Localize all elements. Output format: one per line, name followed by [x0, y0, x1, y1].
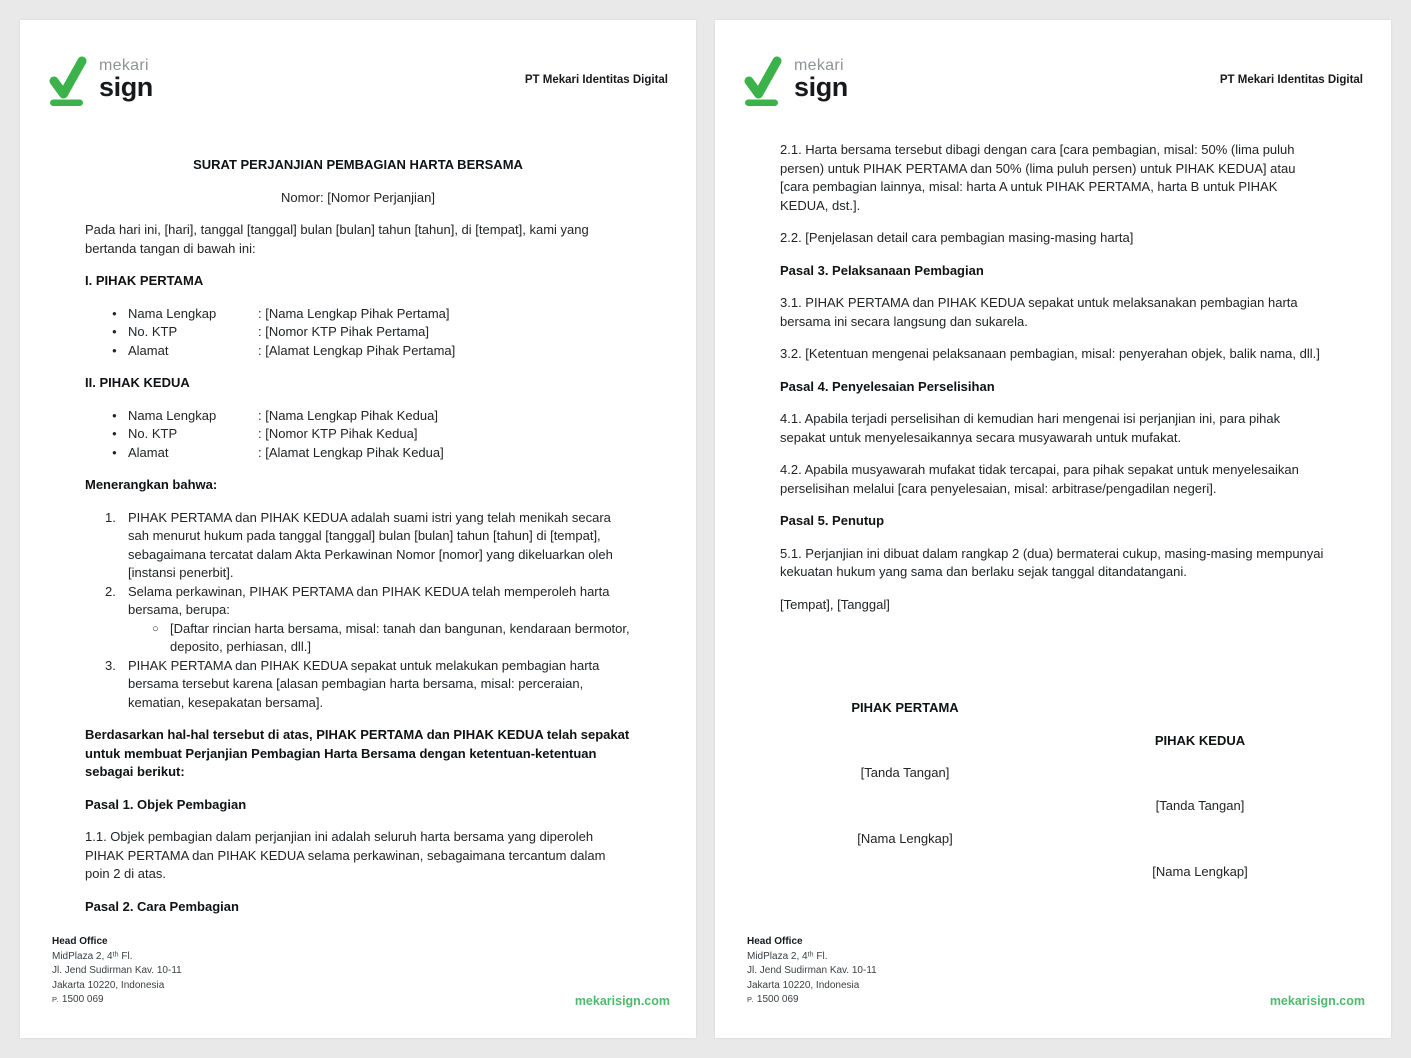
circle-bullet-icon: ○ [152, 622, 159, 635]
phone-line [747, 993, 877, 1008]
bullet-icon: ● [112, 308, 117, 318]
recitals-heading: Menerangkan bahwa: [85, 477, 218, 492]
phone-line [52, 993, 182, 1008]
logo-word-sign: sign [99, 72, 153, 102]
recital-number: 3. [105, 657, 116, 673]
clause-4-1: 4.1. Apabila terjadi perselisihan di kemudian hari mengenai isi perjanjian ini, para pihak sepakat untuk menyelesaikannya secara musyawarah untuk mufakat. [780, 411, 1281, 445]
page-header [715, 20, 1391, 106]
bullet-icon: ● [112, 345, 117, 355]
logo-word-mekari: mekari [794, 57, 844, 74]
party1-signature-heading: PIHAK PERTAMA [851, 700, 959, 715]
page-header [20, 20, 696, 106]
pasal-5-heading: Pasal 5. Penutup [780, 513, 885, 528]
logo-word-mekari: mekari [99, 57, 149, 74]
agreement-clause: Berdasarkan hal-hal tersebut di atas, PIHAK PERTAMA dan PIHAK KEDUA telah sepakat untuk membuat Perjanjian Pembagian Harta Bersama dengan ketentuan-ketentuan sebagai berikut: [85, 727, 630, 779]
clause-5-1: 5.1. Perjanjian ini dibuat dalam rangkap 2 (dua) bermaterai cukup, masing-masing mempunyai kekuatan hukum yang sama dan berlaku sejak tanggal ditandatangani. [780, 545, 1324, 579]
mekari-sign-logo [741, 54, 848, 106]
pasal-4-heading: Pasal 4. Penyelesaian Perselisihan [780, 378, 995, 394]
website-link[interactable]: mekarisign.com [1269, 994, 1365, 1008]
field-label: No. KTP [128, 324, 178, 339]
recital-text: Selama perkawinan, PIHAK PERTAMA dan PIHAK KEDUA telah memperoleh harta bersama, berupa: [128, 583, 610, 617]
recital-text-wrap [128, 583, 631, 657]
party1-name-placeholder: [Nama Lengkap] [857, 831, 953, 846]
bullet-icon: ● [112, 447, 117, 457]
party2-signature-placeholder: [Tanda Tangan] [1155, 798, 1245, 813]
pasal-1-heading: Pasal 1. Objek Pembagian [85, 796, 247, 812]
bullet-icon: ● [112, 410, 117, 420]
clause-4-2: 4.2. Apabila musyawarah mufakat tidak tercapai, para pihak sepakat untuk menyelesaikan perselisihan melalui [cara penyelesaian, misal: arbitrase/pengadilan negeri]. [780, 462, 1299, 496]
field-label: Alamat [128, 342, 169, 358]
field-row [85, 323, 631, 342]
recital-text: PIHAK PERTAMA dan PIHAK KEDUA adalah suami istri yang telah menikah secara sah menurut hukum pada tanggal [tanggal] bulan [bulan] tahun [tahun] di [tempat], sebagaimana tercatat dalam Akta Perkawinan Nomor [nomor] yang dikeluarkan oleh [instansi penerbit]. [128, 509, 613, 580]
page-footer [747, 935, 1365, 1008]
field-value: : [Nama Lengkap Pihak Kedua] [258, 407, 438, 423]
recitals-list [105, 509, 631, 713]
party2-name-placeholder: [Nama Lengkap] [1152, 864, 1248, 879]
field-label: Alamat [128, 444, 169, 460]
company-name: PT Mekari Identitas Digital [1219, 74, 1363, 86]
field-value: : [Nomor KTP Pihak Kedua] [258, 426, 418, 441]
recital-text: PIHAK PERTAMA dan PIHAK KEDUA sepakat untuk melakukan pembagian harta bersama tersebut karena [alasan pembagian harta bersama, misal: perceraian, kematian, kesepakatan bersama]. [128, 657, 600, 710]
field-value: : [Alamat Lengkap Pihak Kedua] [258, 444, 444, 460]
recital-number: 2. [105, 583, 116, 599]
party1-signature-placeholder: [Tanda Tangan] [860, 765, 950, 780]
head-office-block [52, 935, 182, 1008]
document-number: Nomor: [Nomor Perjanjian] [281, 189, 435, 205]
field-value: : [Nomor KTP Pihak Pertama] [258, 324, 429, 339]
pasal-2-heading: Pasal 2. Cara Pembagian [85, 898, 239, 914]
clause-2-2: 2.2. [Penjelasan detail cara pembagian masing-masing harta] [780, 230, 1134, 245]
recital-subitem-text: [Daftar rincian harta bersama, misal: tanah dan bangunan, kendaraan bermotor, deposito, perhiasan, dll.] [170, 620, 630, 654]
bullet-icon: ● [112, 429, 117, 438]
document-body [715, 141, 1391, 614]
party-first-heading: I. PIHAK PERTAMA [85, 273, 204, 288]
check-icon [46, 54, 88, 106]
phone-number: 1500 069 [756, 994, 799, 1006]
clause-1-1: 1.1. Objek pembagian dalam perjanjian ini adalah seluruh harta bersama yang diperoleh PIHAK PERTAMA dan PIHAK KEDUA selama perkawinan, sebagaimana tercantum dalam poin 2 di atas. [85, 829, 606, 881]
head-office-label: Head Office [747, 936, 803, 948]
logo-wordmark [794, 54, 848, 106]
signature-block [715, 699, 1391, 889]
page-footer [52, 935, 670, 1008]
pasal-3-heading: Pasal 3. Pelaksanaan Pembagian [780, 262, 984, 278]
phone-label: P. [747, 995, 755, 1005]
party-second-fields [85, 407, 631, 463]
mekari-sign-logo [46, 54, 153, 106]
party-second-heading: II. PIHAK KEDUA [85, 375, 190, 390]
field-label: No. KTP [128, 426, 178, 441]
company-name: PT Mekari Identitas Digital [524, 74, 668, 86]
field-label: Nama Lengkap [128, 407, 217, 423]
document-body [20, 156, 696, 916]
intro-paragraph: Pada hari ini, [hari], tanggal [tanggal] bulan [bulan] tahun [tahun], di [tempat], kami yang bertanda tangan di bawah ini: [85, 222, 589, 256]
field-row [85, 305, 631, 324]
document-page-1 [20, 20, 696, 1038]
head-office-block [747, 935, 877, 1008]
document-page-2 [715, 20, 1391, 1038]
party-first-fields [85, 305, 631, 361]
recital-text-wrap [128, 657, 631, 713]
recital-item [105, 657, 631, 713]
phone-label: P. [52, 995, 60, 1005]
address-line: Jl. Jend Sudirman Kav. 10-11 [52, 965, 182, 977]
field-row [85, 342, 631, 361]
clause-2-1: 2.1. Harta bersama tersebut dibagi dengan cara [cara pembagian, misal: 50% (lima puluh persen) untuk PIHAK PERTAMA dan 50% (lima puluh persen) untuk PIHAK KEDUA] atau [cara pembagian lainnya, misal: harta A untuk PIHAK PERTAMA, harta B untuk PIHAK KEDUA, dst.]. [780, 142, 1296, 213]
head-office-label: Head Office [52, 936, 108, 948]
clause-3-1: 3.1. PIHAK PERTAMA dan PIHAK KEDUA sepakat untuk melaksanakan pembagian harta bersama ini secara langsung dan sukarela. [780, 295, 1298, 329]
website-link[interactable]: mekarisign.com [574, 994, 670, 1008]
field-row [85, 407, 631, 426]
recital-item [105, 583, 631, 657]
address-line: Jakarta 10220, Indonesia [747, 979, 860, 991]
field-row [85, 444, 631, 463]
document-title: SURAT PERJANJIAN PEMBAGIAN HARTA BERSAMA [193, 157, 523, 172]
field-label: Nama Lengkap [128, 305, 217, 321]
recital-subitem [152, 620, 631, 657]
address-line: Jakarta 10220, Indonesia [52, 979, 165, 991]
check-icon [741, 54, 783, 106]
field-value: : [Alamat Lengkap Pihak Pertama] [258, 342, 456, 358]
field-value: : [Nama Lengkap Pihak Pertama] [258, 305, 450, 321]
clause-3-2: 3.2. [Ketentuan mengenai pelaksanaan pembagian, misal: penyerahan objek, balik nama, dll.] [780, 346, 1320, 361]
address-line: Jl. Jend Sudirman Kav. 10-11 [747, 965, 877, 977]
recital-number: 1. [105, 509, 116, 525]
logo-word-sign: sign [794, 72, 848, 102]
phone-number: 1500 069 [61, 994, 104, 1006]
party2-signature-heading: PIHAK KEDUA [1154, 733, 1246, 748]
recital-item [105, 509, 631, 583]
recital-text-wrap [128, 509, 631, 583]
logo-wordmark [99, 54, 153, 106]
address-line: MidPlaza 2, 4ᵗʰ Fl. [747, 950, 828, 962]
field-row [85, 425, 631, 444]
place-date-line: [Tempat], [Tanggal] [780, 596, 890, 612]
bullet-icon: ● [112, 327, 117, 336]
address-line: MidPlaza 2, 4ᵗʰ Fl. [52, 950, 133, 962]
